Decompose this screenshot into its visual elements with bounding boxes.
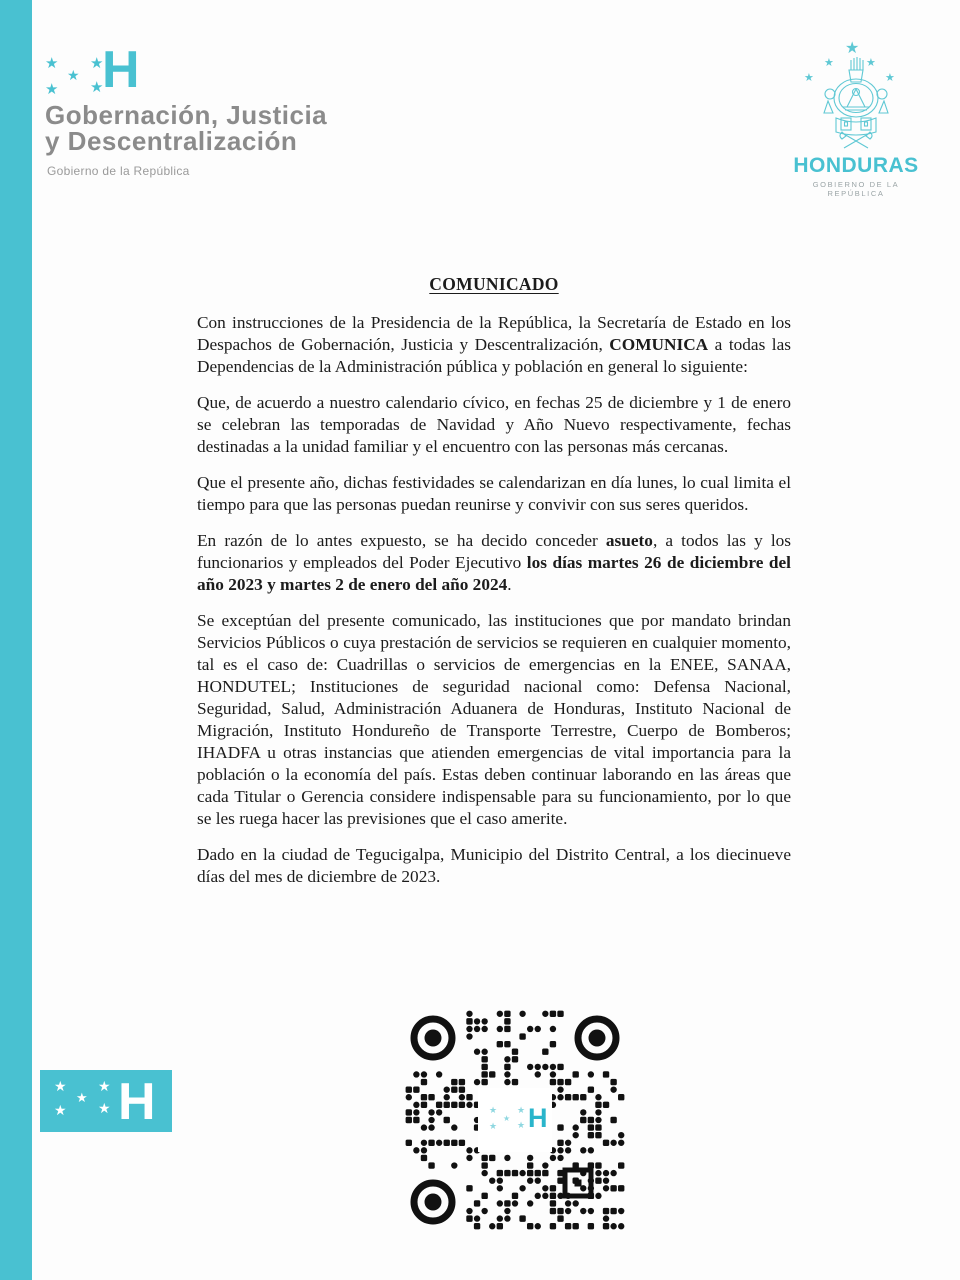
qr-center-logo — [478, 1088, 552, 1152]
star-icon: ★ — [98, 1101, 111, 1117]
gobernacion-logo — [40, 41, 400, 182]
star-icon: ★ — [90, 78, 104, 96]
ministry-title-line2: y Descentralización — [45, 126, 298, 156]
h-logo-letter: H — [528, 1103, 548, 1133]
paragraph: Que, de acuerdo a nuestro calendario cívico, en fechas 25 de diciembre y 1 de enero se celebran las temporadas de Navidad y Año Nuevo respectivamente, fechas destinadas a la unidad familiar y el encuentro con las personas más cercanas. — [197, 393, 791, 456]
star-icon: ★ — [517, 1121, 526, 1131]
honduras-wordmark: HONDURAS — [793, 154, 919, 177]
star-icon: ★ — [885, 71, 895, 84]
honduras-logo — [788, 28, 924, 198]
star-icon: ★ — [45, 80, 59, 98]
qr-code — [405, 1010, 625, 1230]
star-icon: ★ — [76, 1091, 88, 1106]
star-icon: ★ — [54, 1103, 67, 1119]
h-logo-letter: H — [118, 1073, 156, 1131]
ministry-subtitle: Gobierno de la República — [47, 164, 190, 178]
h-logo-letter: H — [102, 41, 140, 99]
star-icon: ★ — [845, 38, 860, 57]
star-icon: ★ — [54, 1079, 67, 1095]
star-icon: ★ — [90, 54, 104, 72]
ministry-title — [45, 102, 400, 154]
paragraph: Que el presente año, dichas festividades se calendarizan en día lunes, lo cual limita el tiempo para que las personas puedan reunirse y convivir con sus seres queridos. — [197, 473, 791, 514]
paragraph: Se exceptúan del presente comunicado, las instituciones que por mandato brindan Servicios Públicos o cuya prestación de servicios se requieren en cualquier momento, tal es el caso de: Cuadrillas o servicios de emergencias en la ENEE, SANAA, HONDUTEL; Instituciones de seguridad nacional como: Defensa Nacional, Seguridad, Salud, Administración Aduanera de Honduras, Instituto Nacional de Migración, Instituto Hondureño de Transporte Terrestre, Cuerpo de Bomberos; IHADFA u otras instancias que atienden emergencias de vital importancia para la población o la economía del país. Estas deben continuar laborando en las áreas que cada Titular o Gerencia considere indispensable para su funcionamiento, por lo que se les ruega hacer las previsiones que el caso amerite. — [197, 611, 791, 828]
star-icon: ★ — [824, 56, 834, 69]
star-icon: ★ — [489, 1106, 498, 1116]
star-icon: ★ — [67, 68, 80, 84]
paragraph: En razón de lo antes expuesto, se ha decido conceder asueto, a todos las y los funcionarios y empleados del Poder Ejecutivo los días martes 26 de diciembre del año 2023 y martes 2 de enero del año 2024. — [197, 531, 791, 594]
paragraph: Con instrucciones de la Presidencia de la República, la Secretaría de Estado en los Despachos de Gobernación, Justicia y Descentralización, COMUNICA a todas las Dependencias de la Administración pública y población en general lo siguiente: — [197, 313, 791, 376]
paragraph: Dado en la ciudad de Tegucigalpa, Municipio del Distrito Central, a los diecinueve días del mes de diciembre de 2023. — [197, 845, 791, 886]
ministry-title-line1: Gobernación, Justicia — [45, 100, 328, 130]
document-title: COMUNICADO — [429, 274, 559, 294]
honduras-subtitle: GOBIERNO DE LA REPÚBLICA — [812, 180, 900, 198]
footer-stars-h-badge — [40, 1070, 172, 1132]
star-icon: ★ — [517, 1106, 526, 1116]
star-icon: ★ — [45, 54, 59, 72]
document-body — [197, 274, 791, 902]
star-icon: ★ — [866, 56, 876, 69]
star-icon: ★ — [489, 1122, 498, 1132]
left-accent-bar — [0, 0, 32, 1280]
honduras-coat-of-arms-icon — [816, 56, 896, 152]
star-icon: ★ — [503, 1114, 511, 1123]
star-icon: ★ — [98, 1079, 111, 1095]
star-icon: ★ — [804, 71, 814, 84]
document-paragraphs — [197, 312, 791, 888]
